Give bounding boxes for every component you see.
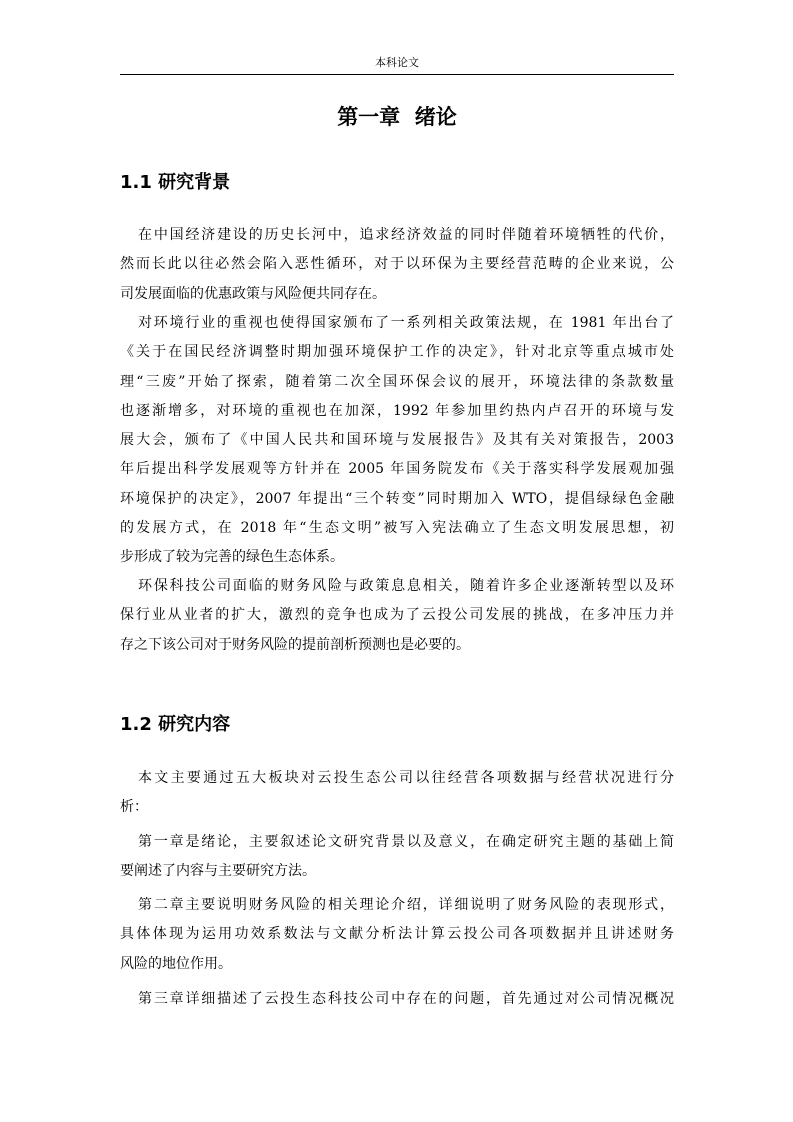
text-line: 保行业从业者的扩大，激烈的竞争也成为了云投公司发展的挑战，在多冲压力并: [120, 607, 674, 624]
text-line: 司发展面临的优惠政策与风险便共同存在。: [120, 285, 386, 302]
text-line: 步形成了较为完善的绿色生态体系。: [120, 549, 344, 566]
text-line: 第三章详细描述了云投生态科技公司中存在的问题，首先通过对公司情况概况: [138, 991, 674, 1007]
paragraph-content-3: [120, 891, 674, 979]
text-line: 析：: [120, 799, 148, 816]
text-line: 理“三废”开始了探索，随着第二次全国环保会议的展开，环境法律的条款数量: [120, 373, 674, 390]
running-header: 本科论文: [375, 56, 419, 69]
text-line: 存之下该公司对于财务风险的提前剖析预测也是必要的。: [120, 636, 470, 653]
text-line: 年后提出科学发展观等方针并在 2005 年国务院发布《关于落实科学发展观加强: [120, 461, 674, 478]
text-line: 第一章是绪论，主要叙述论文研究背景以及意义，在确定研究主题的基础上简: [138, 834, 674, 850]
text-line: 然而长此以往必然会陷入恶性循环，对于以环保为主要经营范畴的企业来说，公: [120, 256, 674, 273]
paragraph-content-4: [120, 985, 674, 1014]
text-line: 《关于在国民经济调整时期加强环境保护工作的决定》，针对北京等重点城市处: [120, 344, 674, 361]
chapter-title: 第一章 绪论: [337, 105, 457, 129]
text-line: 风险的地位作用。: [120, 955, 232, 972]
section-heading-1-2: 1.2 研究内容: [120, 714, 231, 735]
text-line: 的发展方式，在 2018 年“生态文明”被写入宪法确立了生态文明发展思想，初: [120, 520, 674, 537]
text-line: 本文主要通过五大板块对云投生态公司以往经营各项数据与经营状况进行分: [138, 770, 674, 786]
text-line: 具体体现为运用功效系数法与文献分析法计算云投公司各项数据并且讲述财务: [120, 926, 674, 943]
text-line: 环保科技公司面临的财务风险与政策息息相关，随着许多企业逐渐转型以及环: [138, 578, 674, 594]
paragraph-background-3: [120, 572, 674, 660]
text-line: 环境保护的决定》，2007 年提出“三个转变”同时期加入 WTO，提倡绿绿色金融: [120, 490, 674, 507]
text-line: 第二章主要说明财务风险的相关理论介绍，详细说明了财务风险的表现形式，: [138, 897, 674, 913]
text-line: 展大会，颁布了《中国人民共和国环境与发展报告》及其有关对策报告，2003: [120, 432, 674, 449]
header-rule: [120, 74, 674, 75]
text-line: 对环境行业的重视也使得国家颁布了一系列相关政策法规，在 1981 年出台了: [138, 315, 674, 331]
text-line: 要阐述了内容与主要研究方法。: [120, 863, 316, 880]
paragraph-content-1: [120, 764, 674, 823]
paragraph-background-1: [120, 221, 674, 309]
text-line: 在中国经济建设的历史长河中，追求经济效益的同时伴随着环境牺牲的代价，: [138, 227, 674, 243]
section-heading-1-1: 1.1 研究背景: [120, 172, 231, 193]
text-line: 也逐渐增多，对环境的重视也在加深，1992 年参加里约热内卢召开的环境与发: [120, 402, 674, 419]
paragraph-background-2: [120, 309, 674, 573]
paragraph-content-2: [120, 828, 674, 887]
